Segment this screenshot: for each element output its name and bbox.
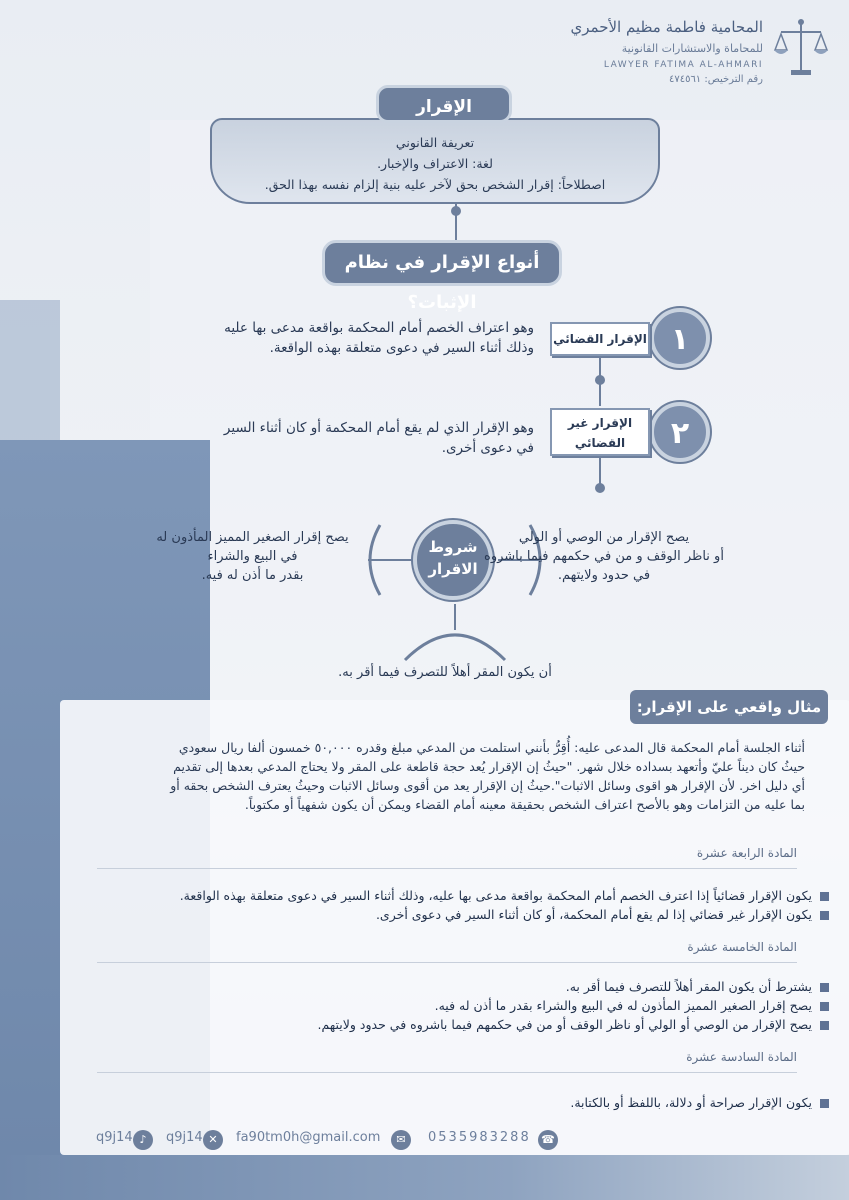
article-14-heading: المادة الرابعة عشرة: [97, 846, 797, 869]
definition-language: لغة: الاعتراف والإخبار.: [377, 156, 493, 171]
tiktok-icon: ♪: [133, 1130, 153, 1150]
phone-icon: ☎: [538, 1130, 558, 1150]
list-item: [49, 1015, 829, 1034]
condition-capacity: أن يكون المقر أهلاً للتصرف فيما أقر به.: [338, 665, 552, 680]
connector-dot: [595, 483, 605, 493]
list-item: [49, 996, 829, 1015]
type-number-1: ١: [650, 308, 710, 368]
email-link[interactable]: fa90tm0h@gmail.com: [236, 1130, 381, 1145]
scales-logo-icon: [771, 14, 831, 80]
definition-heading: تعريفة القانوني: [395, 135, 475, 150]
connector-dot: [451, 206, 461, 216]
condition-minor-line-1: يصح إقرار الصغير المميز المأذون له: [156, 530, 349, 545]
type-label-non-judicial: [550, 408, 650, 456]
type-label-judicial: الإقرار القضائي: [550, 322, 650, 356]
bullet-icon: [820, 911, 829, 920]
page-title: الإقرار: [376, 85, 512, 123]
list-item-text: يكون الإقرار قضائياً إذا اعترف الخصم أمام المحكمة بواقعة مدعى بها عليه، وذلك أثناء السير في دعوى متعلقة بهذه الواقعة.: [179, 888, 812, 903]
example-line-3: أي دليل اخر. لأن الإقرار هو اقوى وسائل الاثبات".حيثُ إن الإقرار يعد من أقوى وسائل الاثبات وحيثُ يعترف الشخص بحقه أو: [170, 778, 805, 793]
license-number: رقم الترخيص: ٤٧٤٥٦١: [668, 74, 763, 85]
bullet-icon: [820, 1021, 829, 1030]
conditions-title-line-1: شروط: [428, 538, 478, 556]
type-label-2-line-1: الإقرار غير: [567, 416, 633, 430]
bullet-icon: [820, 1002, 829, 1011]
brand-subtitle: للمحاماة والاستشارات القانونية: [621, 42, 763, 55]
definition-box: [210, 118, 660, 204]
definition-term: اصطلاحاً: إقرار الشخص بحق لآخر عليه بنية إلزام نفسه بهذا الحق.: [264, 177, 606, 192]
bullet-icon: [820, 892, 829, 901]
type-number-2: ٢: [650, 402, 710, 462]
brand-name: المحامية فاطمة مظيم الأحمري: [570, 18, 763, 36]
condition-guardian-line-2: أو ناظر الوقف و من في حكمهم فيما باشروه: [484, 549, 724, 564]
type-description-1: [114, 318, 534, 358]
list-item-text: يصح الإقرار من الوصي أو الولي أو ناظر الوقف أو من في حكمهم فيما باشروه في حدود ولايتهم.: [317, 1017, 812, 1032]
type-description-2-line-1: وهو الإقرار الذي لم يقع أمام المحكمة أو كان أثناء السير: [223, 420, 534, 436]
example-heading: مثال واقعي على الإقرار:: [630, 690, 828, 724]
condition-minor: [150, 528, 355, 585]
list-item-text: يكون الإقرار غير قضائي إذا لم يقع أمام المحكمة، أو كان أثناء السير في دعوى أخرى.: [375, 907, 812, 922]
bottom-band: [0, 1155, 849, 1200]
conditions-title-line-2: الاقرار: [428, 560, 478, 578]
example-line-2: حيثُ كان ديناً عليّ وأتعهد بسداده خلال شهر. "حيثُ إن الإقرار يُعد حجة قاطعة على المقر ولا يحتاج المدعي بعدها إلى تقديم: [173, 759, 805, 774]
type-label-2-line-2: القضائي: [574, 436, 626, 450]
bullet-icon: [820, 983, 829, 992]
list-item-text: يشترط أن يكون المقر أهلاً للتصرف فيما أقر به.: [565, 979, 812, 994]
phone-number[interactable]: 0535983288: [428, 1130, 531, 1145]
example-line-1: أثناء الجلسة أمام المحكمة قال المدعى عليه: أُقِرُّ بأنني استلمت من المدعي مبلغ وقدره ٥٠,٠٠٠ خمسون ألفا ريال سعودي: [178, 740, 805, 755]
x-handle[interactable]: q9j14: [166, 1130, 203, 1145]
brand-english-name: LAWYER FATIMA AL-AHMARI: [603, 60, 763, 70]
types-heading: أنواع الإقرار في نظام الإثبات؟: [322, 240, 562, 286]
example-line-4: بما عليه من التزامات وهو بالأصح اعتراف الشخص بحقيقة معينه أمام القضاء ويمكن أن يكون شفهياً أو مكتوباً.: [244, 797, 805, 812]
list-item: [49, 977, 829, 996]
condition-minor-line-3: بقدر ما أذن له فيه.: [201, 568, 304, 583]
list-item: [49, 1093, 829, 1112]
type-description-2: [114, 418, 534, 458]
list-item-text: يكون الإقرار صراحة أو دلالة، باللفظ أو بالكتابة.: [570, 1095, 812, 1110]
type-description-1-line-2: وذلك أثناء السير في دعوى متعلقة بهذه الواقعة.: [269, 340, 534, 356]
condition-guardian-line-1: يصح الإقرار من الوصي أو الولي: [518, 530, 690, 545]
decorative-band: [0, 300, 60, 440]
condition-minor-line-2: في البيع والشراء: [207, 549, 298, 564]
x-icon: ✕: [203, 1130, 223, 1150]
condition-guardian: [474, 528, 734, 585]
example-text: [105, 738, 805, 814]
list-item: [49, 905, 829, 924]
type-description-2-line-2: في دعوى أخرى.: [441, 440, 534, 456]
list-item: [49, 886, 829, 905]
article-15-heading: المادة الخامسة عشرة: [97, 940, 797, 963]
connector-dot: [595, 375, 605, 385]
mail-icon: ✉: [391, 1130, 411, 1150]
bullet-icon: [820, 1099, 829, 1108]
type-description-1-line-1: وهو اعتراف الخصم أمام المحكمة بواقعة مدعى بها عليه: [224, 320, 534, 336]
condition-guardian-line-3: في حدود ولايتهم.: [557, 568, 651, 583]
tiktok-handle[interactable]: q9j14: [96, 1130, 133, 1145]
list-item-text: يصح إقرار الصغير المميز المأذون له في البيع والشراء بقدر ما أذن له فيه.: [434, 998, 812, 1013]
article-16-heading: المادة السادسة عشرة: [97, 1050, 797, 1073]
